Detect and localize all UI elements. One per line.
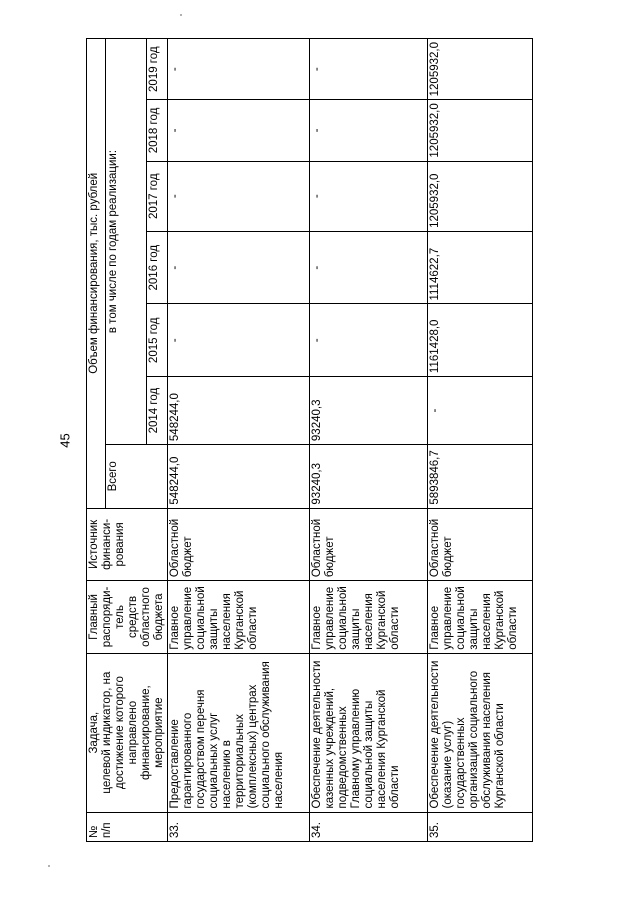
col-header-manager: Главный распоряди- тель средств областного бюджета xyxy=(87,581,168,654)
col-header-year: 2014 год xyxy=(147,377,168,445)
col-header-year: 2016 год xyxy=(147,231,168,304)
row-year-value: - xyxy=(310,231,428,304)
row-source: Областной бюджет xyxy=(310,508,428,581)
rotated-table-frame xyxy=(86,38,591,842)
row-year-value: - xyxy=(310,39,428,100)
col-header-source: Источник финанси- рования xyxy=(87,508,168,581)
row-year-value: 548244,0 xyxy=(168,377,310,445)
row-year-value: 1205932,0 xyxy=(428,161,533,231)
table-row xyxy=(428,39,533,842)
col-header-year: 2018 год xyxy=(147,100,168,161)
row-task: Обеспечение деятельности (оказание услуг) государственных организаций социального обслуживания населения Курганской области xyxy=(428,653,533,812)
row-manager: Главное управление социальной защиты населения Курганской области xyxy=(168,581,310,654)
row-year-value: - xyxy=(168,231,310,304)
scan-speck xyxy=(180,14,182,16)
row-year-value: - xyxy=(168,39,310,100)
table-container xyxy=(86,38,591,842)
row-task: Обеспечение деятельности казенных учреждений, подведомственных Главному управлению социальной защиты населения Курганской области xyxy=(310,653,428,812)
row-year-value: - xyxy=(310,304,428,377)
row-total: 5893846,7 xyxy=(428,445,533,509)
row-year-value: 1114622,7 xyxy=(428,231,533,304)
row-manager: Главное управление социальной защиты населения Курганской области xyxy=(428,581,533,654)
row-year-value: - xyxy=(428,377,533,445)
page-number: 45 xyxy=(57,433,73,448)
row-year-value: - xyxy=(310,161,428,231)
row-year-value: 1161428,0 xyxy=(428,304,533,377)
row-source: Областной бюджет xyxy=(168,508,310,581)
scan-speck xyxy=(48,865,50,867)
row-total: 548244,0 xyxy=(168,445,310,509)
row-num: 35. xyxy=(428,812,533,841)
row-year-value: - xyxy=(168,100,310,161)
col-header-year: 2015 год xyxy=(147,304,168,377)
col-header-year: 2017 год xyxy=(147,161,168,231)
row-num: 33. xyxy=(168,812,310,841)
row-task: Предоставление гарантированного государством перечня социальных услуг населению в территориальных (комплексных) центрах социального обслуживания населения xyxy=(168,653,310,812)
row-year-value: - xyxy=(310,100,428,161)
row-year-value: 1205932,0 xyxy=(428,100,533,161)
col-header-volume: Объем финансирования, тыс. рублей xyxy=(87,39,106,509)
col-header-num: № п/п xyxy=(87,812,168,841)
col-header-task: Задача, целевой индикатор, на достижение которого направлено финансирование, мероприятие xyxy=(87,653,168,812)
row-year-value: - xyxy=(168,304,310,377)
col-header-total: Всего xyxy=(106,445,168,509)
col-header-year: 2019 год xyxy=(147,39,168,100)
row-year-value: - xyxy=(168,161,310,231)
row-num: 34. xyxy=(310,812,428,841)
table-row xyxy=(168,39,310,842)
row-year-value: 93240,3 xyxy=(310,377,428,445)
table-row xyxy=(310,39,428,842)
row-year-value: 1205932,0 xyxy=(428,39,533,100)
row-total: 93240,3 xyxy=(310,445,428,509)
row-source: Областной бюджет xyxy=(428,508,533,581)
col-header-by-years: в том числе по годам реализации: xyxy=(106,39,147,445)
row-manager: Главное управление социальной защиты населения Курганской области xyxy=(310,581,428,654)
financing-table xyxy=(86,38,533,842)
